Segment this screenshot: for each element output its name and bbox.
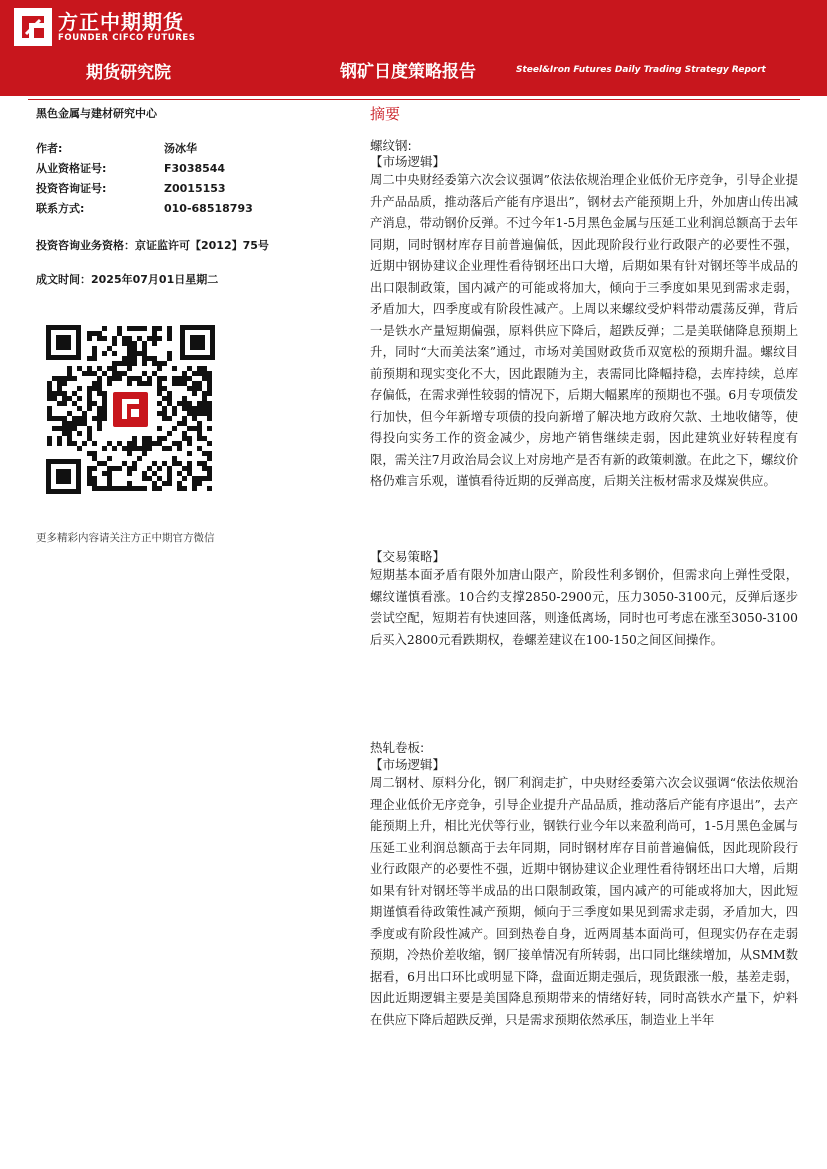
- license-value: F3038544: [164, 162, 226, 175]
- rebar-strategy-label: 【交易策略】: [370, 549, 446, 564]
- wechat-qr-code[interactable]: [44, 323, 217, 496]
- summary-title: 摘要: [370, 105, 401, 123]
- qualification-text: 投资咨询业务资格：京证监许可【2012】75号: [36, 239, 269, 252]
- report-title: 钢矿日度策略报告: [340, 62, 476, 82]
- header-divider: [28, 99, 800, 100]
- brand-name-en: FOUNDER CIFCO FUTURES: [58, 33, 196, 43]
- hrc-section-title: 热轧卷板:: [370, 740, 425, 755]
- advisory-row: [36, 180, 226, 196]
- contact-label: 联系方式:: [36, 202, 85, 215]
- founder-logo-icon: [14, 8, 52, 46]
- hrc-logic-label: 【市场逻辑】: [370, 757, 446, 772]
- research-center-name: 黑色金属与建材研究中心: [36, 107, 157, 120]
- rebar-logic-text: 周二中央财经委第六次会议强调”依法依规治理企业低价无序竞争，引导企业提升产品品质，推动落后产能有序退出”，钢材去产能预期上升，外加唐山传出减产消息，带动钢价反弹。不过今年1-5月黑色金属与压延工业利润总额高于去年同期，同时钢材库存目前普遍偏低，因此现阶段行业行政限产的必要性不强，近期中钢协建议企业理性看待钢坯出口大增，后期如果有针对钢坯等半成品的出口限制政策，国内减产的可能或将加大，倾向于三季度如果见到需求走弱，矛盾加大，四季度或有阶段性减产。上周以来螺纹受炉料带动震荡反弹，背后一是铁水产量短期偏强，原料供应下降后，超跌反弹；二是美联储降息预期上升，同时“大而美法案”通过，市场对美国财政货币双宽松的预期升温。螺纹目前预期和现实变化不大，因此跟随为主，表需同比降幅持稳，去库持续，总库存偏低，在需求弹性较弱的情况下，后期大幅累库的预期也不强。6月专项债发行加快，但今年新增专项债的投向新增了解决地方政府欠款、土地收储等，使得投向实务工作的资金减少，房地产销售继续走弱，因此建筑业好转程度有限，需关注7月政治局会议上对房地产是否有新的政策刺激。在此之下，螺纹价格仍难言乐观，谨慎看待近期的反弹高度，后期关注板材需求及煤炭供应。: [370, 173, 798, 488]
- department-name: 期货研究院: [86, 63, 171, 83]
- brand-name-cn: 方正中期期货: [58, 10, 184, 34]
- contact-value: 010-68518793: [164, 202, 253, 215]
- author-value: 汤冰华: [164, 142, 197, 155]
- advisory-value: Z0015153: [164, 182, 226, 195]
- qr-caption: 更多精彩内容请关注方正中期官方微信: [36, 532, 215, 544]
- report-title-en: Steel&Iron Futures Daily Trading Strategy Report: [516, 65, 766, 75]
- license-row: [36, 160, 225, 176]
- rebar-section-title: 螺纹钢:: [370, 138, 412, 153]
- rebar-logic-label: 【市场逻辑】: [370, 154, 446, 169]
- report-date: 成文时间：2025年07月01日星期二: [36, 273, 219, 286]
- contact-row: [36, 200, 253, 216]
- author-row: [36, 140, 197, 156]
- report-header: [0, 0, 827, 96]
- author-label: 作者:: [36, 142, 63, 155]
- rebar-strategy-text: 短期基本面矛盾有限外加唐山限产，阶段性利多钢价，但需求向上弹性受限，螺纹谨慎看涨。10合约支撑2850-2900元，压力3050-3100元，反弹后逐步尝试空配，短期若有快速回落，则逢低离场，同时也可考虑在涨至3050-3100后买入2800元看跌期权，卷螺差建议在100-150之间区间操作。: [370, 568, 798, 647]
- hrc-logic-text: 周二钢材、原料分化，钢厂利润走扩，中央财经委第六次会议强调“依法依规治理企业低价无序竞争，引导企业提升产品品质，推动落后产能有序退出”，去产能预期上升，相比光伏等行业，钢铁行业今年以来盈利尚可，1-5月黑色金属与压延工业利润总额高于去年同期，同时钢材库存目前普遍偏低，因此现阶段行业行政限产的必要性不强，近期中钢协建议企业理性看待钢坯出口大增，后期如果有针对钢坯等半成品的出口限制政策，国内减产的可能或将加大，因此短期谨慎看待政策性减产预期，倾向于三季度如果见到需求走弱，矛盾加大，四季度或有阶段性减产。回到热卷自身，近两周基本面尚可，但现实仍存在走弱预期，冷热价差收缩，钢厂接单情况有所转弱，出口同比继续增加，从SMM数据看，6月出口环比或明显下降，盘面近期走强后，现货跟涨一般，基差走弱，因此近期逻辑主要是美国降息预期带来的情绪好转，同时高铁水产量下，炉料在供应下降后超跌反弹，只是需求预期依然承压，制造业上半年: [370, 776, 798, 1027]
- advisory-label: 投资咨询证号:: [36, 182, 107, 195]
- license-label: 从业资格证号:: [36, 162, 107, 175]
